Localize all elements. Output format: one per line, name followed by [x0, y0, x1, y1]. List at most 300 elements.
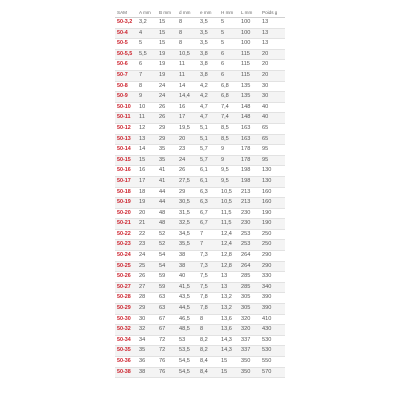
- table-cell: 10: [137, 102, 157, 113]
- table-cell: 11,5: [219, 208, 239, 219]
- table-cell: 29: [137, 304, 157, 315]
- table-cell: 570: [260, 367, 285, 378]
- table-cell: 65: [260, 134, 285, 145]
- table-cell: 48,5: [177, 325, 198, 336]
- table-cell: 7,5: [198, 282, 219, 293]
- table-cell: 13: [219, 282, 239, 293]
- table-cell: 44,5: [177, 304, 198, 315]
- table-cell: 12: [137, 123, 157, 134]
- table-cell: 9,5: [219, 166, 239, 177]
- reference-code: 50-14: [115, 145, 137, 156]
- table-cell: 4,7: [198, 102, 219, 113]
- table-cell: 15: [137, 155, 157, 166]
- table-cell: 35: [157, 155, 177, 166]
- table-cell: 290: [260, 261, 285, 272]
- table-header: [115, 8, 285, 18]
- table-cell: 19: [157, 49, 177, 60]
- table-cell: 6: [219, 60, 239, 71]
- table-cell: 3,5: [198, 18, 219, 29]
- table-cell: 76: [157, 367, 177, 378]
- table-cell: 115: [239, 60, 260, 71]
- table-cell: 7: [198, 240, 219, 251]
- table-cell: 6,8: [219, 81, 239, 92]
- table-cell: 72: [157, 346, 177, 357]
- table-cell: 11: [177, 60, 198, 71]
- table-cell: 264: [239, 251, 260, 262]
- table-cell: 5: [219, 18, 239, 29]
- table-cell: 11,5: [219, 219, 239, 230]
- table-cell: 190: [260, 219, 285, 230]
- table-cell: 27: [137, 282, 157, 293]
- table-row: [115, 357, 285, 368]
- table-row: [115, 367, 285, 378]
- reference-code: 50-25: [115, 261, 137, 272]
- table-cell: 30: [137, 314, 157, 325]
- table-cell: 30,5: [177, 198, 198, 209]
- table-cell: 8,5: [219, 123, 239, 134]
- table-cell: 130: [260, 176, 285, 187]
- reference-code: 50-19: [115, 198, 137, 209]
- table-cell: 135: [239, 81, 260, 92]
- reference-code: 50-17: [115, 176, 137, 187]
- table-row: [115, 261, 285, 272]
- table-cell: 12,8: [219, 251, 239, 262]
- column-header: L mm: [239, 8, 260, 18]
- table-row: [115, 325, 285, 336]
- table-cell: 160: [260, 198, 285, 209]
- table-cell: 10,5: [219, 187, 239, 198]
- table-cell: 29: [157, 123, 177, 134]
- table-cell: 10,5: [177, 49, 198, 60]
- table-cell: 10,5: [219, 198, 239, 209]
- table-row: [115, 18, 285, 29]
- table-cell: 8,5: [219, 134, 239, 145]
- reference-code: 50-10: [115, 102, 137, 113]
- table-cell: 35: [137, 346, 157, 357]
- reference-code: 50-20: [115, 208, 137, 219]
- table-cell: 17: [137, 176, 157, 187]
- table-cell: 14,3: [219, 335, 239, 346]
- table-cell: 230: [239, 219, 260, 230]
- table-cell: 4,2: [198, 92, 219, 103]
- table-cell: 285: [239, 282, 260, 293]
- reference-code: 50-11: [115, 113, 137, 124]
- table-cell: 32,5: [177, 219, 198, 230]
- table-cell: 115: [239, 49, 260, 60]
- table-cell: 430: [260, 325, 285, 336]
- table-cell: 530: [260, 335, 285, 346]
- reference-code: 50-28: [115, 293, 137, 304]
- table-cell: 43,5: [177, 293, 198, 304]
- table-cell: 41: [157, 166, 177, 177]
- column-header: Poids g: [260, 8, 285, 18]
- table-row: [115, 293, 285, 304]
- reference-code: 50-13: [115, 134, 137, 145]
- table-cell: 5,1: [198, 123, 219, 134]
- reference-code: 50-27: [115, 282, 137, 293]
- table-cell: 26: [137, 272, 157, 283]
- table-cell: 13: [260, 39, 285, 50]
- table-cell: 3,8: [198, 49, 219, 60]
- table-cell: 250: [260, 229, 285, 240]
- table-cell: 17: [177, 113, 198, 124]
- table-cell: 7: [198, 229, 219, 240]
- table-cell: 7,3: [198, 251, 219, 262]
- table-cell: 63: [157, 293, 177, 304]
- table-cell: 8: [198, 314, 219, 325]
- table-row: [115, 113, 285, 124]
- table-cell: 20: [177, 134, 198, 145]
- table-cell: 410: [260, 314, 285, 325]
- table-cell: 9,5: [219, 176, 239, 187]
- table-cell: 11: [137, 113, 157, 124]
- table-cell: 13: [219, 272, 239, 283]
- table-cell: 198: [239, 166, 260, 177]
- table-cell: 6: [219, 70, 239, 81]
- reference-code: 50-18: [115, 187, 137, 198]
- table-cell: 7,8: [198, 293, 219, 304]
- table-cell: 7,8: [198, 304, 219, 315]
- table-cell: 163: [239, 123, 260, 134]
- table-cell: 40: [177, 272, 198, 283]
- table-row: [115, 346, 285, 357]
- table-cell: 13,6: [219, 325, 239, 336]
- table-row: [115, 166, 285, 177]
- column-header: d mm: [177, 8, 198, 18]
- table-cell: 36: [137, 357, 157, 368]
- table-cell: 24: [157, 81, 177, 92]
- table-cell: 3,2: [137, 18, 157, 29]
- table-cell: 28: [137, 293, 157, 304]
- table-cell: 76: [157, 357, 177, 368]
- table-cell: 4: [137, 28, 157, 39]
- table-cell: 13: [137, 134, 157, 145]
- table-cell: 148: [239, 102, 260, 113]
- table-cell: 67: [157, 314, 177, 325]
- reference-code: 50-5,5: [115, 49, 137, 60]
- table-row: [115, 240, 285, 251]
- table-cell: 6: [137, 60, 157, 71]
- table-cell: 130: [260, 166, 285, 177]
- table-cell: 95: [260, 145, 285, 156]
- table-cell: 46,5: [177, 314, 198, 325]
- table-cell: 54,5: [177, 367, 198, 378]
- reference-code: 50-34: [115, 335, 137, 346]
- table-cell: 4,2: [198, 81, 219, 92]
- table-cell: 7,5: [198, 272, 219, 283]
- table-cell: 6,7: [198, 219, 219, 230]
- table-cell: 15: [157, 28, 177, 39]
- table-cell: 24: [137, 251, 157, 262]
- table-row: [115, 219, 285, 230]
- reference-code: 50-4: [115, 28, 137, 39]
- table-cell: 198: [239, 176, 260, 187]
- table-row: [115, 229, 285, 240]
- table-cell: 350: [239, 357, 260, 368]
- table-cell: 15: [157, 39, 177, 50]
- table-cell: 160: [260, 187, 285, 198]
- table-cell: 48: [157, 219, 177, 230]
- table-cell: 6,7: [198, 208, 219, 219]
- table-cell: 30: [260, 81, 285, 92]
- reference-code: 50-7: [115, 70, 137, 81]
- table-cell: 41: [157, 176, 177, 187]
- table-cell: 9: [219, 145, 239, 156]
- table-cell: 23: [177, 145, 198, 156]
- table-cell: 20: [260, 70, 285, 81]
- table-row: [115, 28, 285, 39]
- table-cell: 20: [260, 49, 285, 60]
- table-cell: 26: [157, 113, 177, 124]
- table-cell: 12,4: [219, 240, 239, 251]
- table-cell: 5: [219, 28, 239, 39]
- reference-code: 50-6: [115, 60, 137, 71]
- table-row: [115, 282, 285, 293]
- table-cell: 12,4: [219, 229, 239, 240]
- reference-code: 50-24: [115, 251, 137, 262]
- table-row: [115, 335, 285, 346]
- reference-code: 50-9: [115, 92, 137, 103]
- table-cell: 6: [219, 49, 239, 60]
- table-cell: 7,4: [219, 113, 239, 124]
- table-cell: 18: [137, 187, 157, 198]
- table-cell: 34: [137, 335, 157, 346]
- table-row: [115, 39, 285, 50]
- table-cell: 67: [157, 325, 177, 336]
- table-cell: 15: [219, 367, 239, 378]
- table-cell: 59: [157, 282, 177, 293]
- table-cell: 16: [177, 102, 198, 113]
- table-row: [115, 187, 285, 198]
- table-cell: 41,5: [177, 282, 198, 293]
- table-row: [115, 272, 285, 283]
- table-row: [115, 134, 285, 145]
- table-cell: 230: [239, 208, 260, 219]
- table-row: [115, 176, 285, 187]
- table-cell: 14: [177, 81, 198, 92]
- column-header: H mm: [219, 8, 239, 18]
- table-cell: 5,5: [137, 49, 157, 60]
- table-cell: 44: [157, 187, 177, 198]
- reference-code: 50-35: [115, 346, 137, 357]
- table-cell: 13,2: [219, 304, 239, 315]
- reference-code: 50-16: [115, 166, 137, 177]
- table-cell: 59: [157, 272, 177, 283]
- table-cell: 8,2: [198, 335, 219, 346]
- table-cell: 190: [260, 208, 285, 219]
- table-cell: 53,5: [177, 346, 198, 357]
- table-row: [115, 60, 285, 71]
- table-cell: 19: [157, 70, 177, 81]
- table-cell: 285: [239, 272, 260, 283]
- table-cell: 29: [157, 134, 177, 145]
- table-row: [115, 314, 285, 325]
- table-cell: 23: [137, 240, 157, 251]
- table-cell: 3,8: [198, 70, 219, 81]
- table-cell: 72: [157, 335, 177, 346]
- table-cell: 13: [260, 28, 285, 39]
- table-cell: 44: [157, 198, 177, 209]
- table-cell: 305: [239, 293, 260, 304]
- reference-code: 50-30: [115, 314, 137, 325]
- table-cell: 19: [137, 198, 157, 209]
- table-cell: 53: [177, 335, 198, 346]
- table-row: [115, 81, 285, 92]
- table-cell: 3,5: [198, 39, 219, 50]
- table-cell: 35,5: [177, 240, 198, 251]
- reference-code: 50-22: [115, 229, 137, 240]
- table-cell: 7,4: [219, 102, 239, 113]
- table-row: [115, 208, 285, 219]
- reference-code: 50-29: [115, 304, 137, 315]
- table-cell: 4,7: [198, 113, 219, 124]
- table-cell: 337: [239, 335, 260, 346]
- table-row: [115, 251, 285, 262]
- table-cell: 30: [260, 92, 285, 103]
- table-cell: 29: [177, 187, 198, 198]
- table-cell: 19: [157, 60, 177, 71]
- table-cell: 26: [177, 166, 198, 177]
- table-cell: 253: [239, 229, 260, 240]
- table-row: [115, 155, 285, 166]
- reference-code: 50-8: [115, 81, 137, 92]
- table-cell: 5,7: [198, 145, 219, 156]
- table-row: [115, 70, 285, 81]
- table-row: [115, 123, 285, 134]
- table-cell: 8: [177, 28, 198, 39]
- table-cell: 390: [260, 304, 285, 315]
- table-cell: 20: [137, 208, 157, 219]
- table-cell: 5,7: [198, 155, 219, 166]
- table-cell: 13: [260, 18, 285, 29]
- table-cell: 350: [239, 367, 260, 378]
- table-cell: 8: [137, 81, 157, 92]
- table-cell: 7,3: [198, 261, 219, 272]
- table-cell: 8,2: [198, 346, 219, 357]
- table-cell: 3,8: [198, 60, 219, 71]
- table-cell: 550: [260, 357, 285, 368]
- column-header: e mm: [198, 8, 219, 18]
- reference-code: 50-21: [115, 219, 137, 230]
- table-cell: 20: [260, 60, 285, 71]
- table-cell: 35: [157, 145, 177, 156]
- table-cell: 24: [157, 92, 177, 103]
- table-cell: 12,8: [219, 261, 239, 272]
- table-cell: 340: [260, 282, 285, 293]
- table-cell: 3,5: [198, 28, 219, 39]
- table-cell: 52: [157, 240, 177, 251]
- table-cell: 5,1: [198, 134, 219, 145]
- table-body: [115, 18, 285, 378]
- table-cell: 320: [239, 314, 260, 325]
- table-cell: 8: [177, 39, 198, 50]
- table-cell: 100: [239, 39, 260, 50]
- table-cell: 54: [157, 261, 177, 272]
- table-cell: 27,5: [177, 176, 198, 187]
- table-cell: 24: [177, 155, 198, 166]
- table-cell: 52: [157, 229, 177, 240]
- reference-code: 50-36: [115, 357, 137, 368]
- column-header: B mm: [157, 8, 177, 18]
- table-cell: 7: [137, 70, 157, 81]
- table-cell: 178: [239, 155, 260, 166]
- table-cell: 390: [260, 293, 285, 304]
- table-row: [115, 92, 285, 103]
- reference-code: 50-15: [115, 155, 137, 166]
- dimension-table: [115, 8, 285, 378]
- table-cell: 14: [137, 145, 157, 156]
- table-cell: 65: [260, 123, 285, 134]
- table-cell: 100: [239, 18, 260, 29]
- table-cell: 6,1: [198, 166, 219, 177]
- table-cell: 530: [260, 346, 285, 357]
- table-cell: 148: [239, 113, 260, 124]
- table-cell: 40: [260, 102, 285, 113]
- table-cell: 6,8: [219, 92, 239, 103]
- table-cell: 9: [219, 155, 239, 166]
- spec-sheet: [115, 8, 285, 378]
- table-row: [115, 102, 285, 113]
- table-cell: 63: [157, 304, 177, 315]
- column-header: SAM: [115, 8, 137, 18]
- table-cell: 163: [239, 134, 260, 145]
- table-cell: 34,5: [177, 229, 198, 240]
- table-cell: 115: [239, 70, 260, 81]
- table-cell: 100: [239, 28, 260, 39]
- table-cell: 16: [137, 166, 157, 177]
- table-cell: 13,2: [219, 293, 239, 304]
- reference-code: 50-26: [115, 272, 137, 283]
- table-cell: 14,4: [177, 92, 198, 103]
- table-cell: 213: [239, 187, 260, 198]
- column-header: A mm: [137, 8, 157, 18]
- table-cell: 8: [198, 325, 219, 336]
- reference-code: 50-23: [115, 240, 137, 251]
- table-cell: 9: [137, 92, 157, 103]
- table-cell: 213: [239, 198, 260, 209]
- table-cell: 135: [239, 92, 260, 103]
- reference-code: 50-5: [115, 39, 137, 50]
- table-cell: 15: [219, 357, 239, 368]
- table-cell: 26: [157, 102, 177, 113]
- table-cell: 21: [137, 219, 157, 230]
- table-cell: 22: [137, 229, 157, 240]
- table-cell: 54,5: [177, 357, 198, 368]
- table-cell: 305: [239, 304, 260, 315]
- table-cell: 264: [239, 261, 260, 272]
- reference-code: 50-12: [115, 123, 137, 134]
- table-cell: 330: [260, 272, 285, 283]
- table-cell: 13,6: [219, 314, 239, 325]
- table-row: [115, 304, 285, 315]
- table-cell: 8: [177, 18, 198, 29]
- table-cell: 38: [177, 261, 198, 272]
- header-row: [115, 8, 285, 18]
- reference-code: 50-3,2: [115, 18, 137, 29]
- table-cell: 38: [137, 367, 157, 378]
- table-cell: 15: [157, 18, 177, 29]
- table-cell: 5: [137, 39, 157, 50]
- table-cell: 32: [137, 325, 157, 336]
- table-cell: 253: [239, 240, 260, 251]
- table-row: [115, 145, 285, 156]
- table-cell: 48: [157, 208, 177, 219]
- table-cell: 178: [239, 145, 260, 156]
- table-cell: 8,4: [198, 357, 219, 368]
- table-cell: 337: [239, 346, 260, 357]
- table-cell: 6,3: [198, 198, 219, 209]
- table-cell: 40: [260, 113, 285, 124]
